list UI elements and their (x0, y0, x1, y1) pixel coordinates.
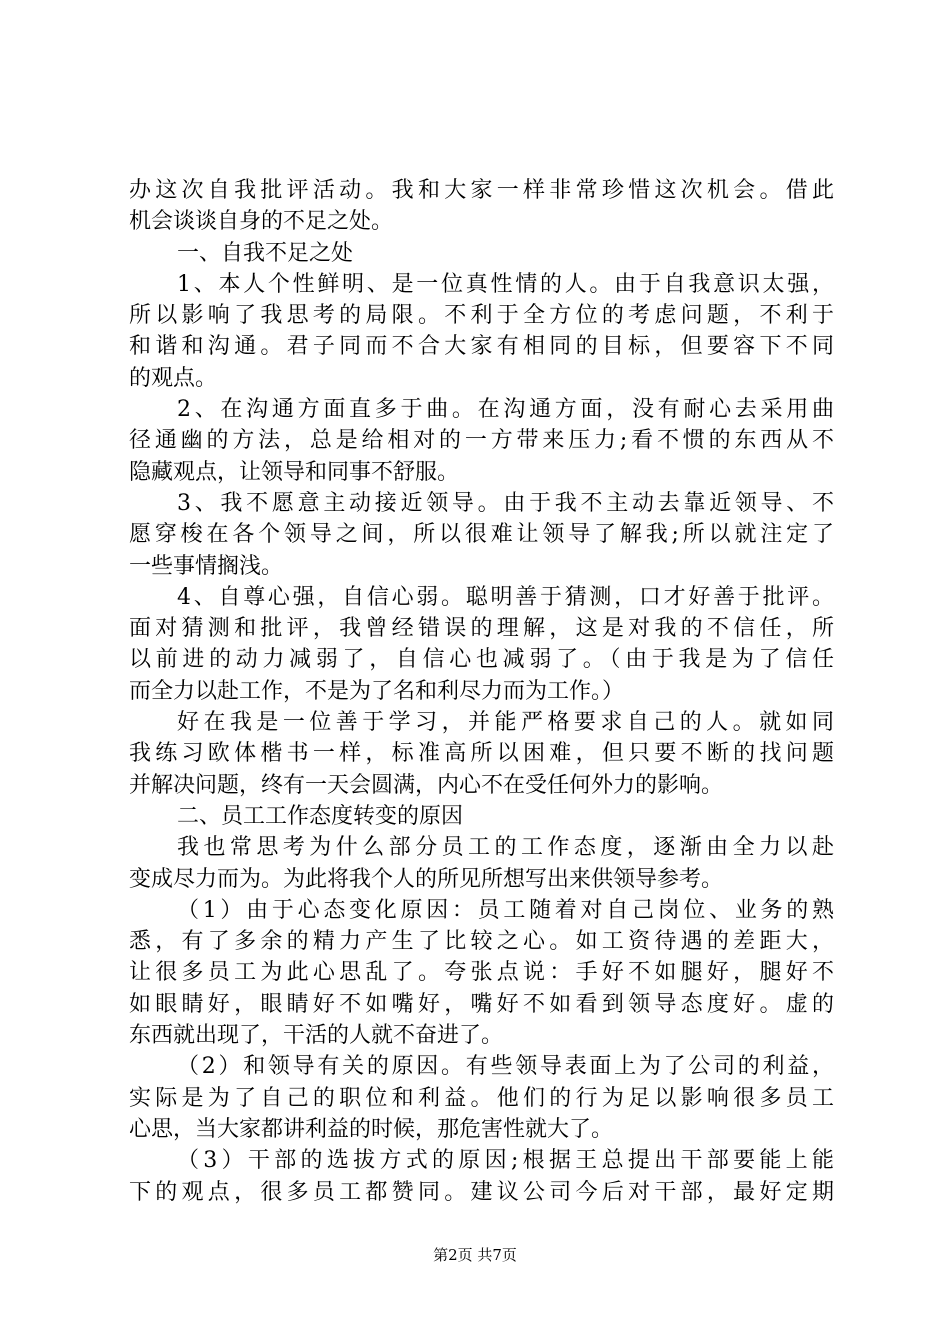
text-line: 如眼睛好，眼睛好不如嘴好，嘴好不如看到领导态度好。虚的 (129, 991, 834, 1017)
text-line: 2、在沟通方面直多于曲。在沟通方面，没有耐心去采用曲 (177, 397, 834, 423)
text-line: 变成尽力而为。为此将我个人的所见所想写出来供领导参考。 (129, 866, 724, 892)
text-line: 一、自我不足之处 (177, 240, 354, 266)
text-line: 下的观点，很多员工都赞同。建议公司今后对干部，最好定期 (129, 1179, 834, 1205)
text-line: 以前进的动力减弱了，自信心也减弱了。（由于我是为了信任 (129, 647, 834, 673)
text-line: 心思，当大家都讲利益的时候，那危害性就大了。 (129, 1116, 614, 1142)
text-line: 二、员工工作态度转变的原因 (177, 803, 464, 829)
text-line: 机会谈谈自身的不足之处。 (129, 209, 394, 235)
text-line: 隐藏观点，让领导和同事不舒服。 (129, 459, 460, 485)
text-line: 3、我不愿意主动接近领导。由于我不主动去靠近领导、不 (177, 490, 834, 516)
text-line: 办这次自我批评活动。我和大家一样非常珍惜这次机会。借此 (129, 178, 834, 203)
text-line: 的观点。 (129, 365, 218, 391)
text-line: 面对猜测和批评，我曾经错误的理解，这是对我的不信任，所 (129, 616, 834, 642)
text-line: （3）干部的选拔方式的原因;根据王总提出干部要能上能 (177, 1148, 834, 1174)
text-line: 1、本人个性鲜明、是一位真性情的人。由于自我意识太强， (177, 271, 834, 297)
text-line: 东西就出现了，干活的人就不奋进了。 (129, 1023, 504, 1049)
text-line: 并解决问题，终有一天会圆满，内心不在受任何外力的影响。 (129, 772, 724, 798)
text-line: 而全力以赴工作，不是为了名和利尽力而为工作。） (129, 678, 625, 704)
text-line: （1）由于心态变化原因：员工随着对自己岗位、业务的熟 (177, 897, 834, 923)
text-line: 愿穿梭在各个领导之间，所以很难让领导了解我;所以就注定了 (129, 522, 834, 548)
text-line: （2）和领导有关的原因。有些领导表面上为了公司的利益， (177, 1054, 834, 1080)
document-body (129, 175, 834, 1208)
text-line: 径通幽的方法，总是给相对的一方带来压力;看不惯的东西从不 (129, 428, 834, 454)
text-line: 所以影响了我思考的局限。不利于全方位的考虑问题，不利于 (129, 303, 834, 329)
text-line: 我练习欧体楷书一样，标准高所以困难，但只要不断的找问题 (129, 741, 834, 767)
text-line: 和谐和沟通。君子同而不合大家有相同的目标，但要容下不同 (129, 334, 834, 360)
text-line: 一些事情搁浅。 (129, 553, 284, 579)
text-line: 实际是为了自己的职位和利益。他们的行为足以影响很多员工 (129, 1085, 834, 1111)
text-line: 我也常思考为什么部分员工的工作态度，逐渐由全力以赴 (177, 835, 834, 861)
page-footer: 第2页 共7页 (433, 1246, 517, 1264)
text-line: 4、自尊心强，自信心弱。聪明善于猜测，口才好善于批评。 (177, 584, 834, 610)
text-line: 好在我是一位善于学习，并能严格要求自己的人。就如同 (177, 710, 834, 736)
text-line: 让很多员工为此心思乱了。夸张点说：手好不如腿好，腿好不 (129, 960, 834, 986)
text-line: 悉，有了多余的精力产生了比较之心。如工资待遇的差距大， (129, 929, 834, 955)
